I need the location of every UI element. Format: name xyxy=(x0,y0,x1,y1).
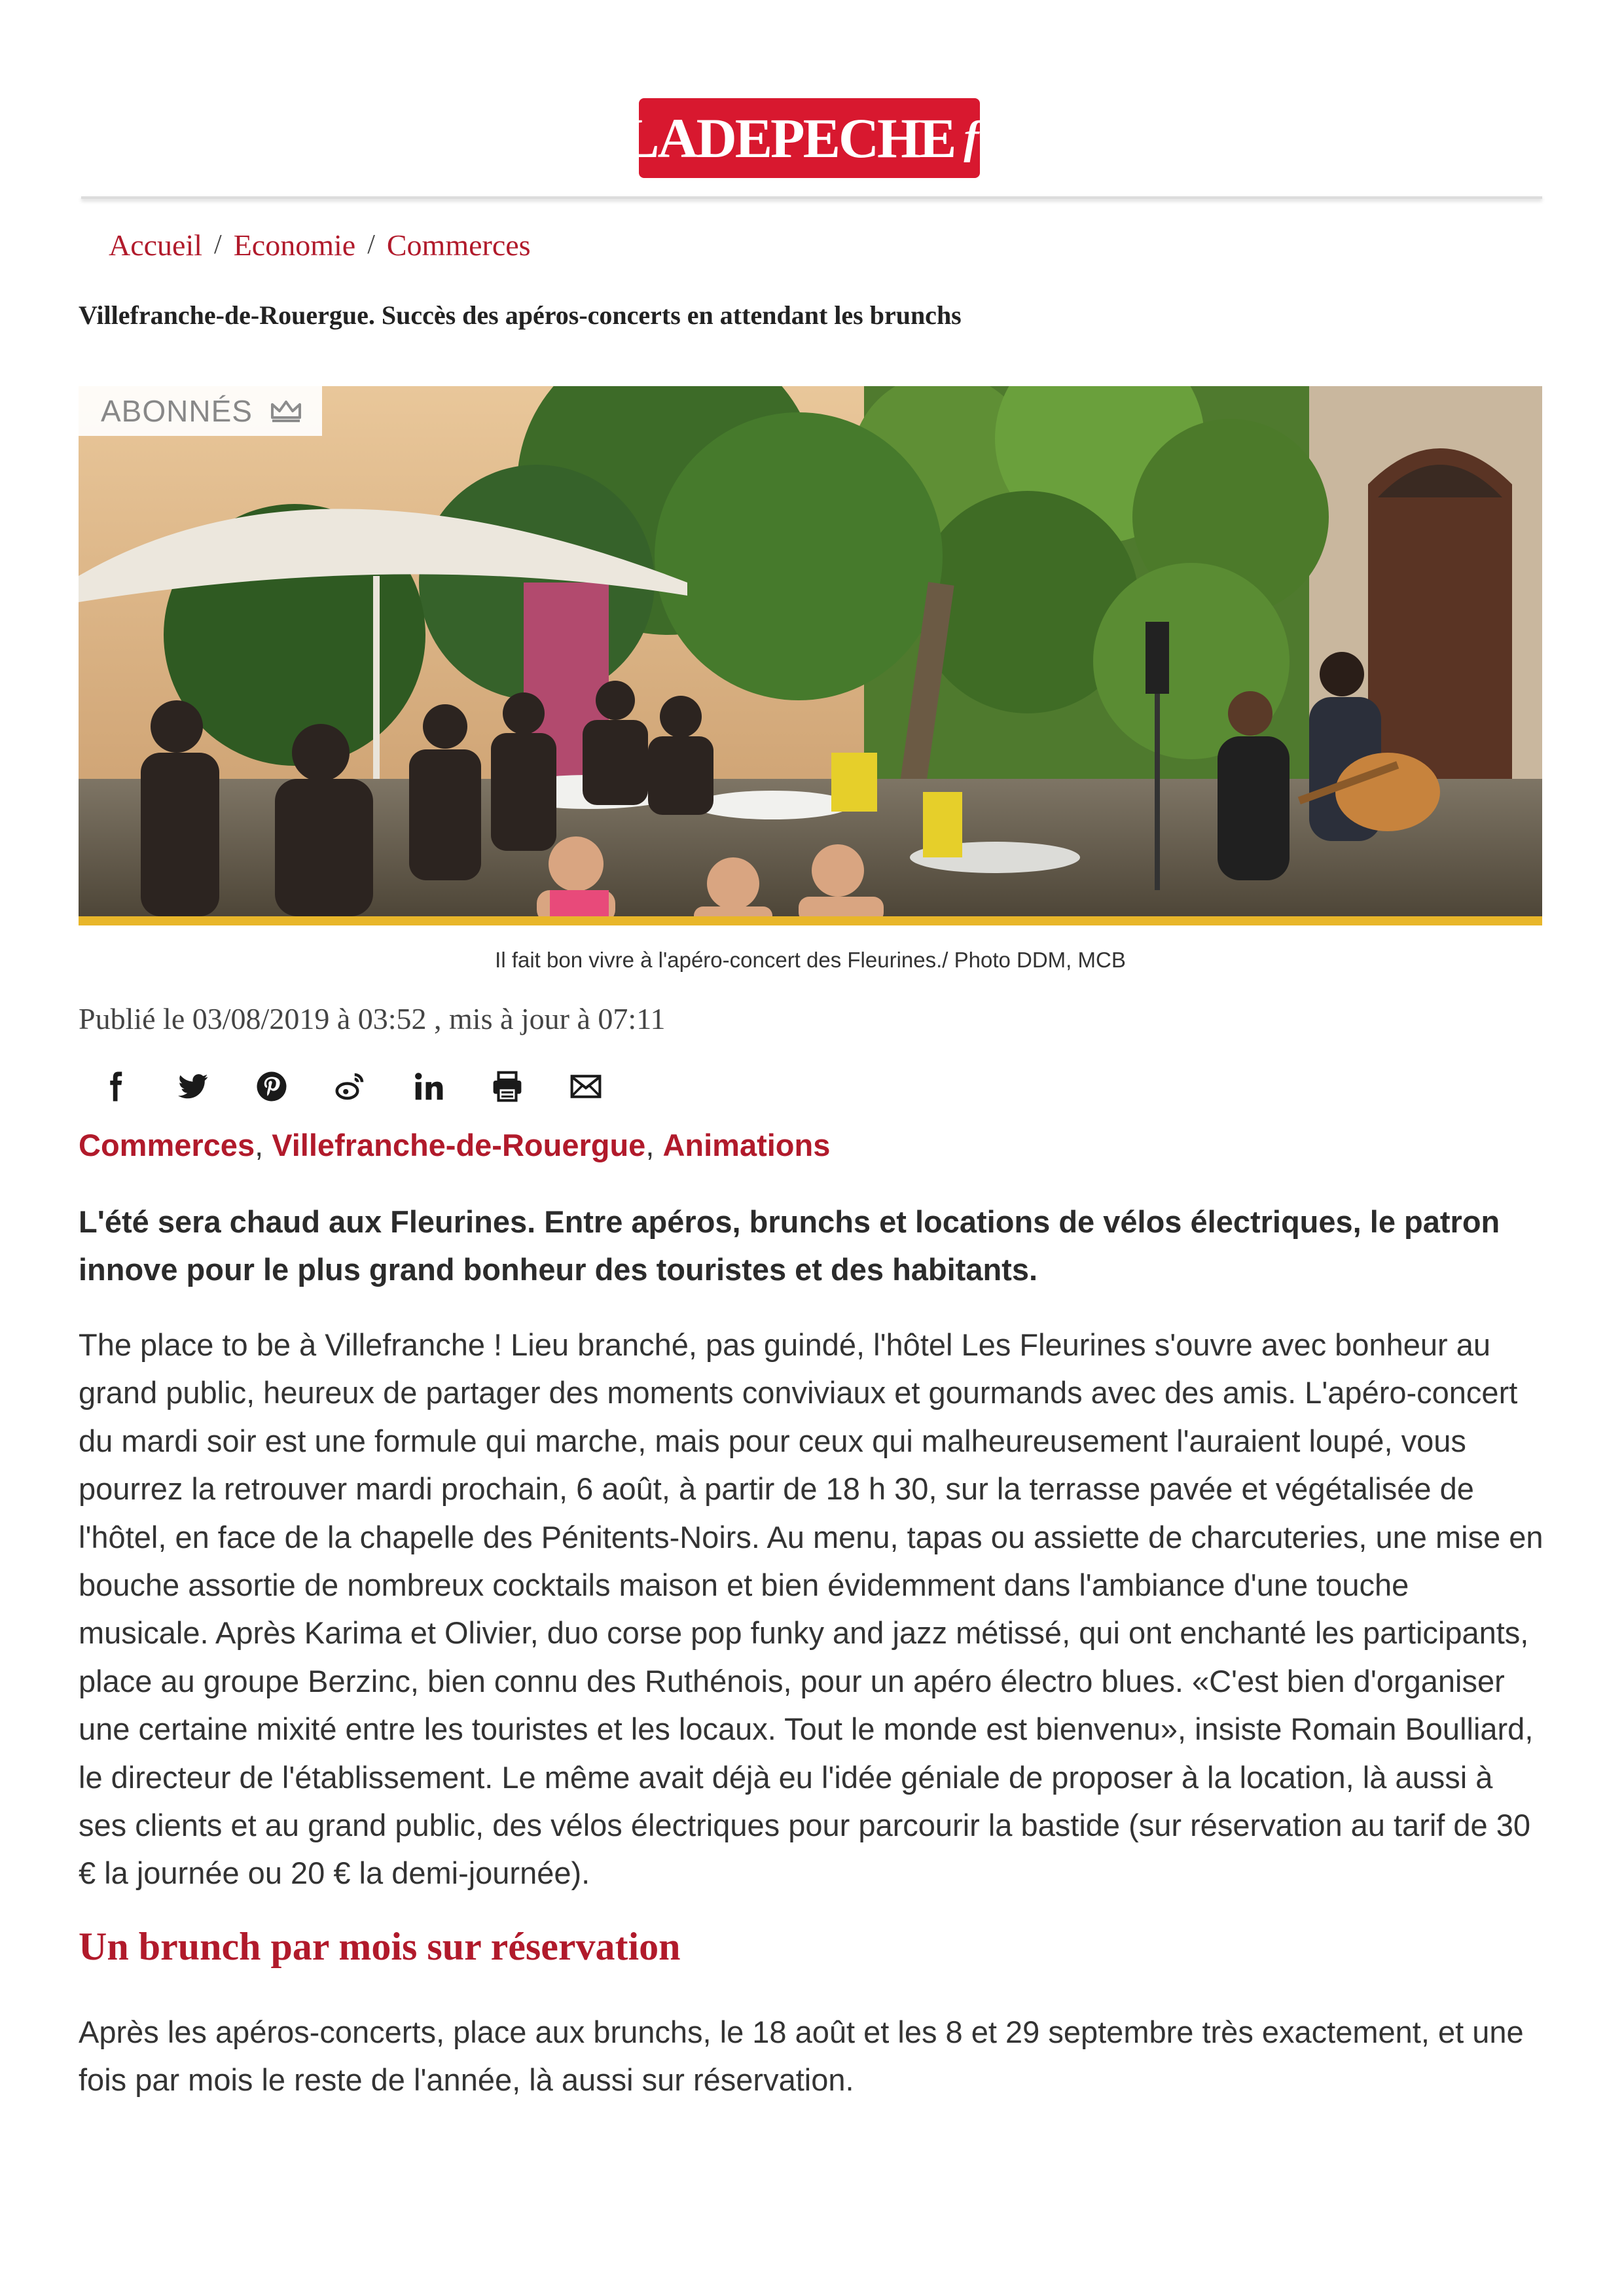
photo-caption: Il fait bon vivre à l'apéro-concert des Fleurines./ Photo DDM, MCB xyxy=(495,948,1126,972)
tag-villefranche[interactable]: Villefranche-de-Rouergue xyxy=(272,1128,646,1162)
crown-icon xyxy=(270,399,302,423)
tag-separator: , xyxy=(645,1128,663,1162)
subscribers-badge xyxy=(79,386,322,436)
article-body-2: Après les apéros-concerts, place aux brunchs, le 18 août et les 8 et 29 septembre très exactement, et une fois par mois le reste de l'année, là aussi sur réservation. xyxy=(79,2015,1524,2098)
breadcrumb-separator: / xyxy=(367,230,375,260)
article-photo xyxy=(79,386,1542,925)
article-tags xyxy=(79,1127,830,1163)
site-logo[interactable] xyxy=(622,98,997,178)
facebook-icon[interactable] xyxy=(97,1066,175,1107)
badge-label: ABONNÉS xyxy=(101,394,253,428)
logo-text: LADEPECHE xyxy=(622,107,955,170)
breadcrumb-commerces[interactable]: Commerces xyxy=(386,228,531,262)
publish-date: Publié le 03/08/2019 à 03:52 , mis à jour à 07:11 xyxy=(79,1002,666,1035)
breadcrumb-separator: / xyxy=(214,230,222,260)
logo-suffix: fr xyxy=(964,113,997,163)
share-bar xyxy=(97,1066,647,1107)
linkedin-icon[interactable] xyxy=(411,1066,490,1107)
tag-commerces[interactable]: Commerces xyxy=(79,1128,255,1162)
breadcrumb xyxy=(109,225,531,264)
mail-icon[interactable] xyxy=(568,1066,647,1107)
photo-illustration xyxy=(79,386,1542,916)
tag-separator: , xyxy=(255,1128,272,1162)
header-divider xyxy=(81,196,1542,199)
article-lead: L'été sera chaud aux Fleurines. Entre apéros, brunchs et locations de vélos électriques, le patron innove pour le plus grand bonheur des touristes et des habitants. xyxy=(79,1204,1500,1287)
twitter-icon[interactable] xyxy=(175,1066,254,1107)
pinterest-icon[interactable] xyxy=(254,1066,333,1107)
article-body: The place to be à Villefranche ! Lieu branché, pas guindé, l'hôtel Les Fleurines s'ouvre avec bonheur au grand public, heureux de partager des moments conviviaux et gourmands avec des amis. L'apéro-concert du mardi soir est une formule qui marche, mais pour ceux qui malheureusement l'auraient loupé, vous pourrez la retrouver mardi prochain, 6 août, à partir de 18 h 30, sur la terrasse pavée et végétalisée de l'hôtel, en face de la chapelle des Pénitents-Noirs. Au menu, tapas ou assiette de charcuteries, une mise en bouche assortie de nombreux cocktails maison et bien évidemment dans l'ambiance d'une touche musicale. Après Karima et Olivier, duo corse pop funky and jazz métissé, qui ont enchanté les participants, place au groupe Berzinc, bien connu des Ruthénois, pour un apéro électro blues. «C'est bien d'organiser une certaine mixité entre les touristes et les locaux. Tout le monde est bienvenu», insiste Romain Boulliard, le directeur de l'établissement. Le même avait déjà eu l'idée géniale de proposer à la location, là aussi à ses clients et au grand public, des vélos électriques pour parcourir la bastide (sur réservation au tarif de 30 € la journée ou 20 € la demi-journée). xyxy=(79,1327,1543,1891)
print-icon[interactable] xyxy=(490,1066,568,1107)
breadcrumb-home[interactable]: Accueil xyxy=(109,228,203,262)
article-subheading: Un brunch par mois sur réservation xyxy=(79,1925,681,1968)
article-title: Villefranche-de-Rouergue. Succès des apéros-concerts en attendant les brunchs xyxy=(79,300,962,330)
weibo-icon[interactable] xyxy=(333,1066,411,1107)
breadcrumb-economie[interactable]: Economie xyxy=(233,228,356,262)
tag-animations[interactable]: Animations xyxy=(662,1128,831,1162)
